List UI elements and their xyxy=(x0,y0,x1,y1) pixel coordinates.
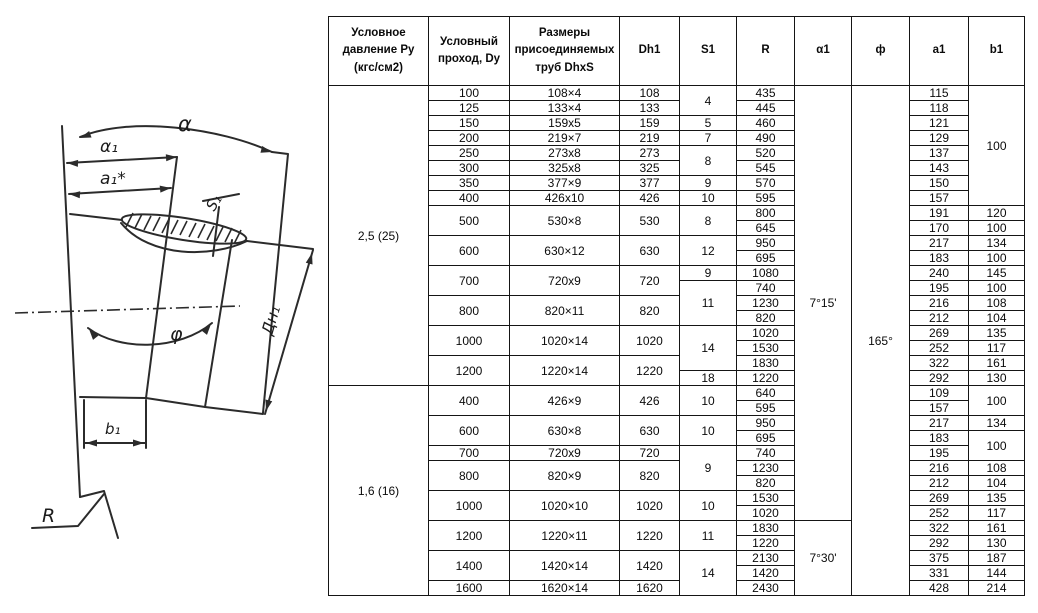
table-cell: 545 xyxy=(737,161,795,176)
table-cell: 250 xyxy=(429,146,510,161)
label-r: R xyxy=(42,505,56,527)
table-cell: 104 xyxy=(969,311,1025,326)
column-header: Условное давление Ру (кгс/см2) xyxy=(329,17,429,86)
table-cell: 630×8 xyxy=(510,416,620,446)
table-cell: 1020 xyxy=(737,326,795,341)
table-cell: 273 xyxy=(620,146,680,161)
table-row xyxy=(329,356,1025,371)
table-cell: 100 xyxy=(969,86,1025,206)
table-row xyxy=(329,581,1025,596)
column-header: R xyxy=(737,17,795,86)
table-row xyxy=(329,146,1025,161)
table-cell: 14 xyxy=(680,551,737,596)
table-cell: 530 xyxy=(620,206,680,236)
table-cell: 640 xyxy=(737,386,795,401)
table-cell: 7°30' xyxy=(795,521,852,596)
table-cell: 1830 xyxy=(737,521,795,536)
table-cell: 1220 xyxy=(620,356,680,386)
table-cell: 125 xyxy=(429,101,510,116)
table-cell: 1220 xyxy=(620,521,680,551)
table-cell: 100 xyxy=(969,251,1025,266)
table-cell: 212 xyxy=(910,311,969,326)
table-cell: 18 xyxy=(680,371,737,386)
table-cell: 2430 xyxy=(737,581,795,596)
table-cell: 269 xyxy=(910,491,969,506)
table-cell: 240 xyxy=(910,266,969,281)
table-cell: 157 xyxy=(910,191,969,206)
table-cell: 118 xyxy=(910,101,969,116)
table-cell: 219 xyxy=(620,131,680,146)
table-cell: 137 xyxy=(910,146,969,161)
label-alpha1: α₁ xyxy=(100,137,119,157)
table-cell: 1000 xyxy=(429,491,510,521)
table-cell: 130 xyxy=(969,371,1025,386)
table-row xyxy=(329,86,1025,101)
table-cell: 2,5 (25) xyxy=(329,86,429,386)
table-row xyxy=(329,116,1025,131)
table-cell: 445 xyxy=(737,101,795,116)
table-cell: 331 xyxy=(910,566,969,581)
table-cell: 720 xyxy=(620,266,680,296)
table-cell: 630 xyxy=(620,236,680,266)
table-cell: 108 xyxy=(620,86,680,101)
table-cell: 1420 xyxy=(737,566,795,581)
table-cell: 1220×14 xyxy=(510,356,620,386)
table-cell: 800 xyxy=(429,296,510,326)
column-header: Размеры присоединяемых труб DhxS xyxy=(510,17,620,86)
table-cell: 490 xyxy=(737,131,795,146)
table-cell: 1830 xyxy=(737,356,795,371)
table-cell: 133 xyxy=(620,101,680,116)
table-cell: 216 xyxy=(910,461,969,476)
sector-right-edge xyxy=(263,152,288,413)
table-row xyxy=(329,206,1025,221)
table-cell: 292 xyxy=(910,371,969,386)
table-cell: 273x8 xyxy=(510,146,620,161)
table-cell: 11 xyxy=(680,521,737,551)
table-cell: 117 xyxy=(969,341,1025,356)
pipe-bend-segment-diagram xyxy=(0,0,330,608)
label-dn1: Дн₁ xyxy=(257,303,284,338)
table-cell: 350 xyxy=(429,176,510,191)
table-cell: 195 xyxy=(910,281,969,296)
middle-seam-line xyxy=(146,157,177,398)
table-cell: 145 xyxy=(969,266,1025,281)
table-cell: 183 xyxy=(910,251,969,266)
table-cell: 217 xyxy=(910,236,969,251)
table-cell: 428 xyxy=(910,581,969,596)
table-cell: 14 xyxy=(680,326,737,371)
table-cell: 426×9 xyxy=(510,386,620,416)
table-cell: 135 xyxy=(969,326,1025,341)
table-cell: 1620 xyxy=(620,581,680,596)
table-cell: 630 xyxy=(620,416,680,446)
table-cell: 1600 xyxy=(429,581,510,596)
table-row xyxy=(329,176,1025,191)
table-cell: 109 xyxy=(910,386,969,401)
table-row xyxy=(329,161,1025,176)
table-cell: 1230 xyxy=(737,296,795,311)
column-header: b1 xyxy=(969,17,1025,86)
table-cell: 134 xyxy=(969,236,1025,251)
table-cell: 115 xyxy=(910,86,969,101)
table-cell: 500 xyxy=(429,206,510,236)
table-cell: 426 xyxy=(620,191,680,206)
bottom-zigzag xyxy=(80,491,118,538)
inner-right-line xyxy=(205,240,232,407)
table-cell: 134 xyxy=(969,416,1025,431)
table-cell: 1530 xyxy=(737,341,795,356)
column-header: ф xyxy=(852,17,910,86)
table-cell: 214 xyxy=(969,581,1025,596)
table-cell: 7 xyxy=(680,131,737,146)
table-cell: 8 xyxy=(680,206,737,236)
table-cell: 426 xyxy=(620,386,680,416)
table-cell: 630×12 xyxy=(510,236,620,266)
table-cell: 1220 xyxy=(737,536,795,551)
table-cell: 1020 xyxy=(737,506,795,521)
top-left-edge xyxy=(70,214,122,220)
table-cell: 133×4 xyxy=(510,101,620,116)
table-cell: 695 xyxy=(737,431,795,446)
table-cell: 161 xyxy=(969,356,1025,371)
table-cell: 820 xyxy=(620,296,680,326)
table-cell: 950 xyxy=(737,236,795,251)
table-cell: 165° xyxy=(852,86,910,596)
table-cell: 720x9 xyxy=(510,446,620,461)
table-cell: 1080 xyxy=(737,266,795,281)
table-cell: 820 xyxy=(620,461,680,491)
table-cell: 2130 xyxy=(737,551,795,566)
table-cell: 377×9 xyxy=(510,176,620,191)
table-cell: 322 xyxy=(910,356,969,371)
label-a1-star: a₁* xyxy=(100,169,126,189)
table-cell: 700 xyxy=(429,446,510,461)
table-cell: 325 xyxy=(620,161,680,176)
header-row xyxy=(329,17,1025,86)
table-cell: 530×8 xyxy=(510,206,620,236)
table-row xyxy=(329,416,1025,431)
table-cell: 120 xyxy=(969,206,1025,221)
table-row xyxy=(329,521,1025,536)
column-header: a1 xyxy=(910,17,969,86)
table-row xyxy=(329,461,1025,476)
diagram-panel xyxy=(0,0,330,608)
table-cell: 100 xyxy=(969,221,1025,236)
table-cell: 375 xyxy=(910,551,969,566)
table-cell: 600 xyxy=(429,236,510,266)
table-cell: 1,6 (16) xyxy=(329,386,429,596)
table-cell: 1020×10 xyxy=(510,491,620,521)
table-cell: 950 xyxy=(737,416,795,431)
column-header: α1 xyxy=(795,17,852,86)
table-cell: 187 xyxy=(969,551,1025,566)
table-row xyxy=(329,491,1025,506)
table-cell: 252 xyxy=(910,506,969,521)
table-cell: 4 xyxy=(680,86,737,116)
table-cell: 400 xyxy=(429,386,510,416)
table-cell: 252 xyxy=(910,341,969,356)
table-cell: 195 xyxy=(910,446,969,461)
table-cell: 108 xyxy=(969,296,1025,311)
table-cell: 161 xyxy=(969,521,1025,536)
table-cell: 595 xyxy=(737,401,795,416)
table-row xyxy=(329,551,1025,566)
sector-bottom-edge xyxy=(80,397,263,414)
table-cell: 1000 xyxy=(429,326,510,356)
table-cell: 100 xyxy=(969,281,1025,296)
table-cell: 1020×14 xyxy=(510,326,620,356)
alpha1-dim-line xyxy=(67,157,177,163)
table-cell: 143 xyxy=(910,161,969,176)
table-cell: 570 xyxy=(737,176,795,191)
table-cell: 104 xyxy=(969,476,1025,491)
table-cell: 695 xyxy=(737,251,795,266)
table-cell: 740 xyxy=(737,281,795,296)
table-row xyxy=(329,236,1025,251)
table-cell: 217 xyxy=(910,416,969,431)
label-s1: S₁ xyxy=(202,191,226,215)
table-cell: 121 xyxy=(910,116,969,131)
column-header: Dh1 xyxy=(620,17,680,86)
table-cell: 150 xyxy=(429,116,510,131)
table-cell: 325x8 xyxy=(510,161,620,176)
table-cell: 600 xyxy=(429,416,510,446)
spec-table xyxy=(328,16,1025,596)
table-cell: 183 xyxy=(910,431,969,446)
table-cell: 7°15' xyxy=(795,86,852,521)
table-cell: 10 xyxy=(680,386,737,416)
table-cell: 1200 xyxy=(429,521,510,551)
table-cell: 820×9 xyxy=(510,461,620,491)
label-alpha: α xyxy=(178,112,192,136)
table-cell: 645 xyxy=(737,221,795,236)
table-cell: 800 xyxy=(429,461,510,491)
table-cell: 595 xyxy=(737,191,795,206)
label-b1: b₁ xyxy=(105,420,121,438)
table-cell: 108 xyxy=(969,461,1025,476)
table-cell: 1420×14 xyxy=(510,551,620,581)
table-cell: 117 xyxy=(969,506,1025,521)
table-row xyxy=(329,131,1025,146)
column-header: Условный проход, Dy xyxy=(429,17,510,86)
table-cell: 212 xyxy=(910,476,969,491)
weld-seam-ellipse xyxy=(120,208,248,249)
table-cell: 159 xyxy=(620,116,680,131)
table-row xyxy=(329,266,1025,281)
table-cell: 300 xyxy=(429,161,510,176)
table-row xyxy=(329,386,1025,401)
table-cell: 460 xyxy=(737,116,795,131)
table-cell: 200 xyxy=(429,131,510,146)
table-cell: 400 xyxy=(429,191,510,206)
table-cell: 820×11 xyxy=(510,296,620,326)
table-cell: 130 xyxy=(969,536,1025,551)
table-row xyxy=(329,101,1025,116)
table-cell: 10 xyxy=(680,416,737,446)
table-cell: 9 xyxy=(680,266,737,281)
table-cell: 170 xyxy=(910,221,969,236)
table-cell: 1200 xyxy=(429,356,510,386)
table-cell: 5 xyxy=(680,116,737,131)
table-cell: 1230 xyxy=(737,461,795,476)
table-cell: 11 xyxy=(680,281,737,326)
table-cell: 292 xyxy=(910,536,969,551)
table-cell: 135 xyxy=(969,491,1025,506)
label-phi: φ xyxy=(170,323,183,345)
table-cell: 1220 xyxy=(737,371,795,386)
table-row xyxy=(329,446,1025,461)
table-cell: 216 xyxy=(910,296,969,311)
table-cell: 1420 xyxy=(620,551,680,581)
table-cell: 720 xyxy=(620,446,680,461)
table-cell: 426x10 xyxy=(510,191,620,206)
table-row xyxy=(329,326,1025,341)
table-cell: 1530 xyxy=(737,491,795,506)
table-cell: 9 xyxy=(680,176,737,191)
table-cell: 144 xyxy=(969,566,1025,581)
table-cell: 820 xyxy=(737,311,795,326)
table-cell: 820 xyxy=(737,476,795,491)
table-cell: 10 xyxy=(680,491,737,521)
table-cell: 100 xyxy=(969,431,1025,461)
table-cell: 1020 xyxy=(620,491,680,521)
table-row xyxy=(329,191,1025,206)
table-cell: 8 xyxy=(680,146,737,176)
table-cell: 157 xyxy=(910,401,969,416)
table-cell: 10 xyxy=(680,191,737,206)
table-cell: 800 xyxy=(737,206,795,221)
table-cell: 129 xyxy=(910,131,969,146)
table-cell: 159x5 xyxy=(510,116,620,131)
table-cell: 700 xyxy=(429,266,510,296)
table-cell: 9 xyxy=(680,446,737,491)
centerline xyxy=(15,306,240,313)
table-cell: 377 xyxy=(620,176,680,191)
table-cell: 322 xyxy=(910,521,969,536)
table-cell: 520 xyxy=(737,146,795,161)
table-cell: 12 xyxy=(680,236,737,266)
table-cell: 269 xyxy=(910,326,969,341)
table-cell: 108×4 xyxy=(510,86,620,101)
table-cell: 219×7 xyxy=(510,131,620,146)
spec-table-panel xyxy=(328,16,1025,596)
table-cell: 740 xyxy=(737,446,795,461)
table-cell: 150 xyxy=(910,176,969,191)
table-cell: 100 xyxy=(969,386,1025,416)
table-cell: 1400 xyxy=(429,551,510,581)
table-cell: 191 xyxy=(910,206,969,221)
table-cell: 1620×14 xyxy=(510,581,620,596)
table-cell: 100 xyxy=(429,86,510,101)
table-cell: 720x9 xyxy=(510,266,620,296)
phi-arc xyxy=(88,323,212,345)
table-cell: 1220×11 xyxy=(510,521,620,551)
column-header: S1 xyxy=(680,17,737,86)
table-cell: 435 xyxy=(737,86,795,101)
table-row xyxy=(329,296,1025,311)
table-cell: 1020 xyxy=(620,326,680,356)
